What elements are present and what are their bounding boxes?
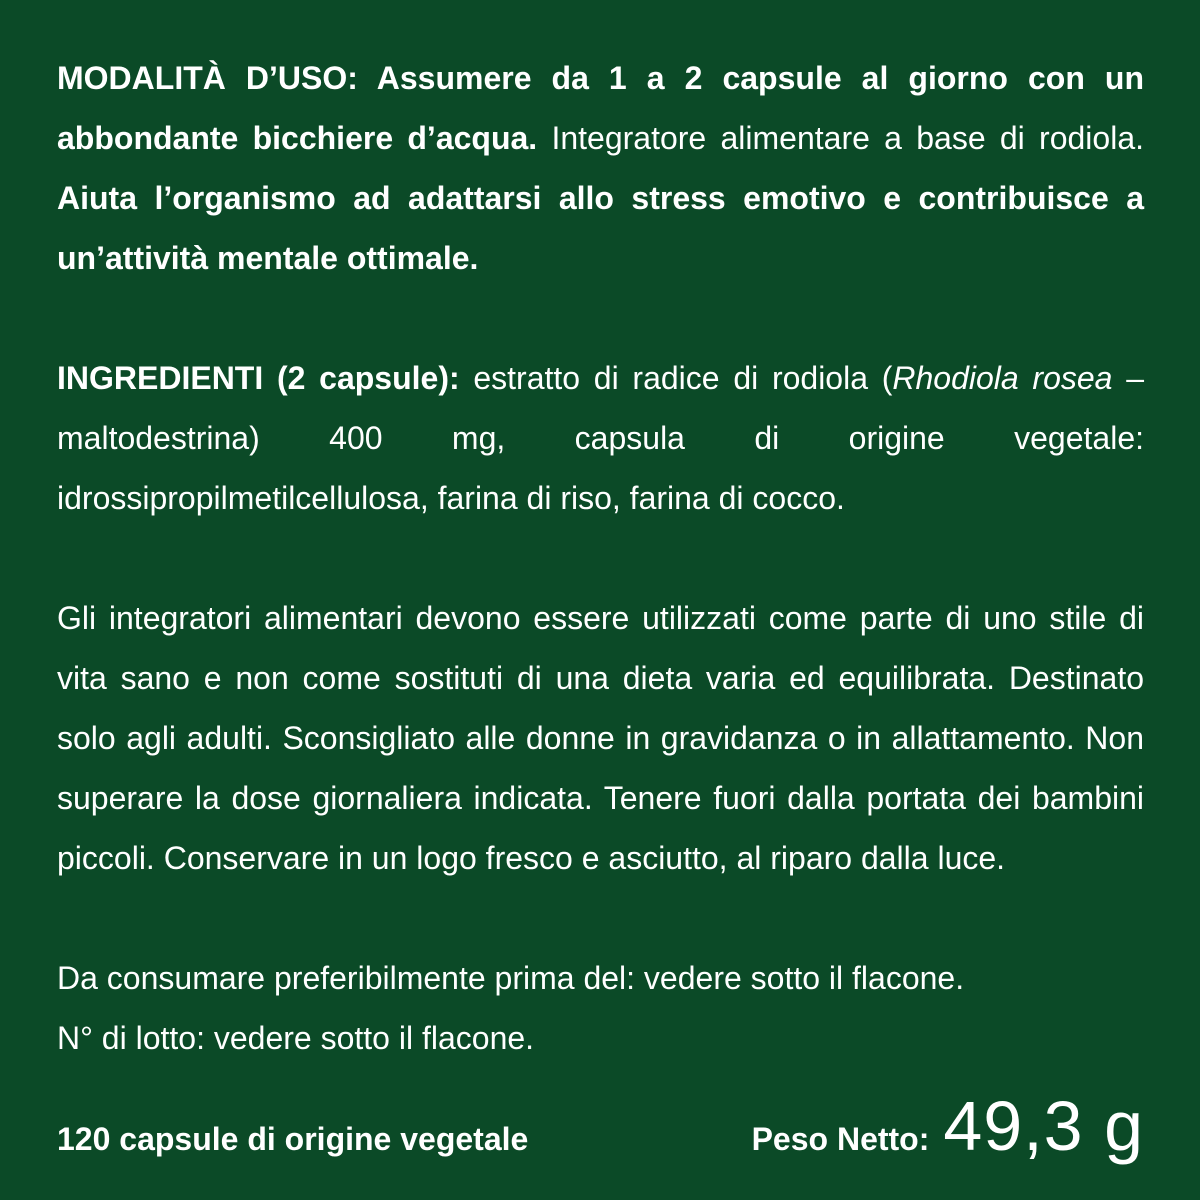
net-weight-value: 49,3 g: [943, 1087, 1144, 1165]
warnings-paragraph: [57, 588, 1144, 888]
lot-number-text: N° di lotto: vedere sotto il flacone.: [57, 1020, 535, 1056]
net-weight-label: Peso Netto:: [751, 1121, 930, 1157]
ingredients-paragraph: [57, 348, 1144, 528]
ingredients-label: INGREDIENTI (2 capsule):: [57, 360, 460, 396]
warnings-text: Gli integratori alimentari devono essere utilizzati come parte di uno stile di vita sano e non come sostituti di una dieta varia ed equilibrata. Destinato solo agli adulti. Sconsigliato alle donne in gravidanza o in allattamento. Non superare la dose giornaliera indicata. Tenere fuori dalla portata dei bambini piccoli. Conservare in un logo fresco e asciutto, al riparo dalla luce.: [57, 600, 1144, 876]
usage-directions: MODALITÀ D’USO: Assumere da 1 a 2 capsule al giorno con un abbondante bicchiere d’acqua.: [57, 60, 1144, 156]
usage-paragraph: [57, 48, 1144, 288]
usage-description: Integratore alimentare a base di rodiola.: [537, 120, 1144, 156]
ingredients-text-end: – maltodestrina) 400 mg, capsula di origine vegetale: idrossipropilmetilcellulosa, farina di riso, farina di cocco.: [57, 360, 1145, 516]
best-before-text: Da consumare preferibilmente prima del: vedere sotto il flacone.: [57, 960, 965, 996]
net-weight: [752, 1086, 1144, 1166]
dates-paragraph: [57, 948, 1144, 1068]
usage-benefit-claim: Aiuta l’organismo ad adattarsi allo stress emotivo e contribuisce a un’attività mentale ottimale.: [57, 180, 1144, 276]
ingredients-latin-name: Rhodiola rosea: [892, 360, 1113, 396]
capsule-count: 120 capsule di origine vegetale: [57, 1121, 529, 1157]
footer: [57, 1086, 1144, 1186]
ingredients-text-start: estratto di radice di rodiola (: [459, 360, 893, 396]
